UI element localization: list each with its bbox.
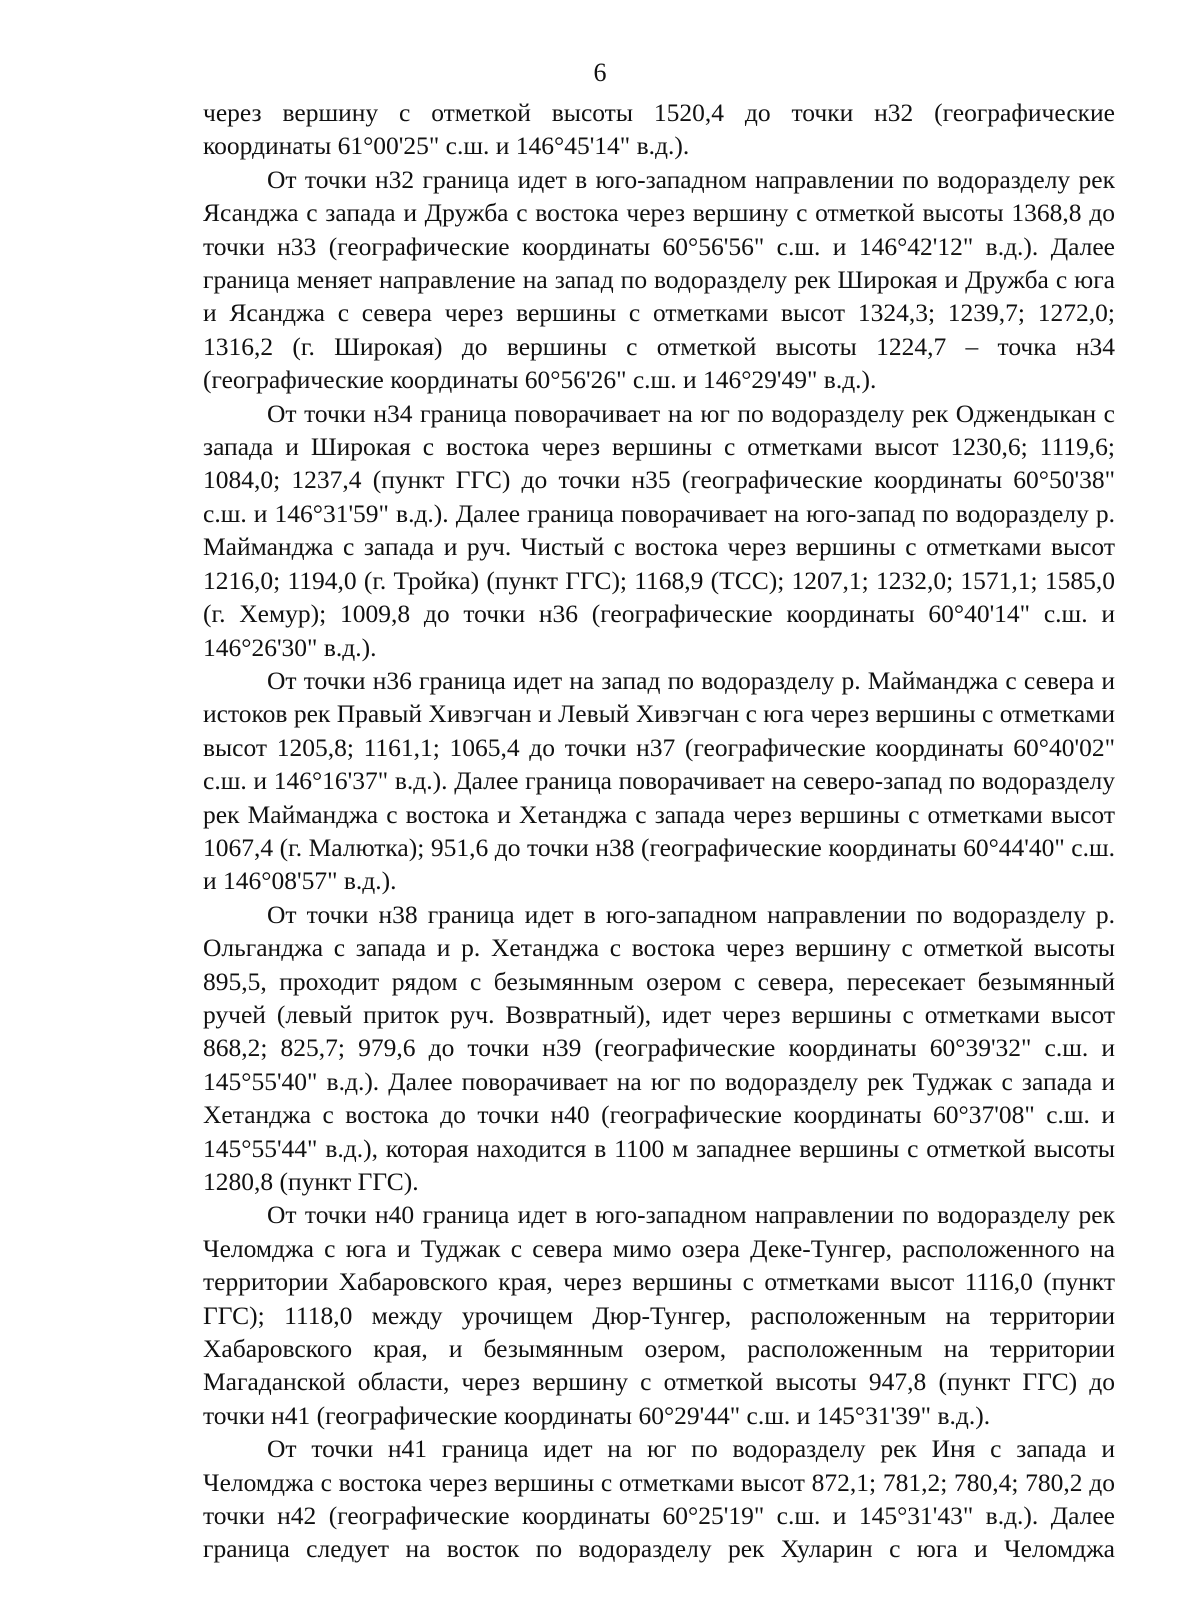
paragraph-point-n38: От точки н38 граница идет в юго-западном направлении по водоразделу р. Ольганджа с запада и р. Хетанджа с востока через вершину с отметкой высоты 895,5, проходит рядом с безымянным озером с севера, пересекает безымянный ручей (левый приток руч. Возвратный), идет через вершины с отметками высот 868,2; 825,7; 979,6 до точки н39 (географические координаты 60°39'32" с.ш. и 145°55'40" в.д.). Далее поворачивает на юг по водоразделу рек Туджак с запада и Хетанджа с востока до точки н40 (географические координаты 60°37'08" с.ш. и 145°55'44" в.д.), которая находится в 1100 м западнее вершины с отметкой высоты 1280,8 (пункт ГГС). [203, 899, 1115, 1196]
paragraph-continuation: через вершину с отметкой высоты 1520,4 до точки н32 (географические координаты 61°00'25" с.ш. и 146°45'14" в.д.). [203, 98, 1115, 161]
paragraph-point-n34: От точки н34 граница поворачивает на юг по водоразделу рек Оджендыкан с запада и Широкая с востока через вершины с отметками высот 1230,6; 1119,6; 1084,0; 1237,4 (пункт ГГС) до точки н35 (географические координаты 60°50'38" с.ш. и 146°31'59" в.д.). Далее граница поворачивает на юго-запад по водоразделу р. Майманджа с запада и руч. Чистый с востока через вершины с отметками высот 1216,0; 1194,0 (г. Тройка) (пункт ГГС); 1168,9 (ТСС); 1207,1; 1232,0; 1571,1; 1585,0 (г. Хемур); 1009,8 до точки н36 (географические координаты 60°40'14" с.ш. и 146°26'30" в.д.). [203, 398, 1115, 662]
paragraph-point-n36: От точки н36 граница идет на запад по водоразделу р. Майманджа с севера и истоков рек Правый Хивэгчан и Левый Хивэгчан с юга через вершины с отметками высот 1205,8; 1161,1; 1065,4 до точки н37 (географические координаты 60°40'02" с.ш. и 146°16'37" в.д.). Далее граница поворачивает на северо-запад по водоразделу рек Майманджа с востока и Хетанджа с запада через вершины с отметками высот 1067,4 (г. Малютка); 951,6 до точки н38 (географические координаты 60°44'40" с.ш. и 146°08'57" в.д.). [203, 665, 1115, 896]
paragraph-point-n41: От точки н41 граница идет на юг по водоразделу рек Иня с запада и Челомджа с востока через вершины с отметками высот 872,1; 781,2; 780,4; 780,2 до точки н42 (географические координаты 60°25'19" с.ш. и 145°31'43" в.д.). Далее граница следует на восток по водоразделу рек Хуларин с юга и Челомджа [203, 1434, 1115, 1564]
document-body [203, 96, 1115, 1566]
page-number: 6 [593, 58, 607, 87]
paragraph-point-n32: От точки н32 граница идет в юго-западном направлении по водоразделу рек Ясанджа с запада и Дружба с востока через вершину с отметкой высоты 1368,8 до точки н33 (географические координаты 60°56'56" с.ш. и 146°42'12" в.д.). Далее граница меняет направление на запад по водоразделу рек Широкая и Дружба с юга и Ясанджа с севера через вершины с отметками высот 1324,3; 1239,7; 1272,0; 1316,2 (г. Широкая) до вершины с отметкой высоты 1224,7 – точка н34 (географические координаты 60°56'26" с.ш. и 146°29'49" в.д.). [203, 164, 1115, 395]
paragraph-point-n40: От точки н40 граница идет в юго-западном направлении по водоразделу рек Челомджа с юга и Туджак с севера мимо озера Деке-Тунгер, расположенного на территории Хабаровского края, через вершины с отметками высот 1116,0 (пункт ГГС); 1118,0 между урочищем Дюр-Тунгер, расположенным на территории Хабаровского края, и безымянным озером, расположенным на территории Магаданской области, через вершину с отметкой высоты 947,8 (пункт ГГС) до точки н41 (географические координаты 60°29'44" с.ш. и 145°31'39" в.д.). [203, 1200, 1115, 1430]
